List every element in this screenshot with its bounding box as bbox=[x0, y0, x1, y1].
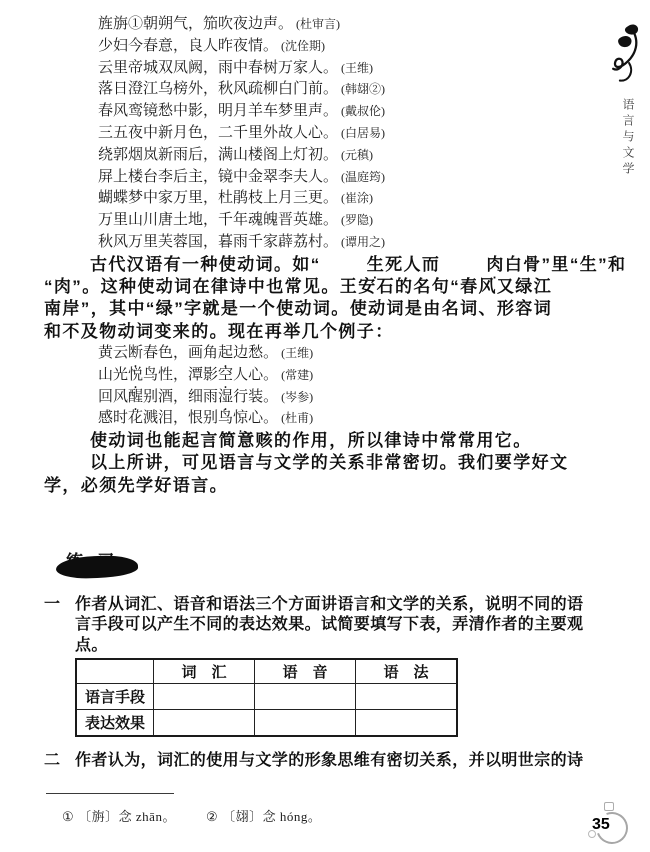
emphasized-char: 悦 bbox=[128, 366, 144, 383]
emphasized-char: 溅 bbox=[143, 410, 159, 427]
emphasized-char: 起 bbox=[218, 344, 234, 361]
paragraph-line bbox=[44, 298, 582, 320]
table-corner-cell bbox=[76, 659, 154, 684]
paragraph-line: 学，必须先学好语言。 bbox=[44, 475, 228, 495]
poem-author: (王维) bbox=[281, 345, 314, 360]
exercises-header bbox=[56, 547, 146, 581]
poem-text: 万里山川唐土地，千年魂魄晋英雄。 bbox=[98, 212, 339, 229]
poem-author: (戴叔伦) bbox=[341, 104, 386, 119]
exercise-two-number: 二 bbox=[44, 751, 61, 769]
paragraph-conciseness bbox=[44, 430, 582, 452]
table-row-label: 语言手段 bbox=[76, 683, 154, 709]
quoted-couplets-block bbox=[44, 14, 582, 254]
poem-text bbox=[98, 389, 278, 405]
emphasized-char: 生 bbox=[366, 254, 386, 274]
poem-author: (元稹) bbox=[341, 147, 374, 162]
exercise-line: 作者认为，词汇的使用与文学的形象思维有密切关系，并以明世宗的诗 bbox=[75, 751, 584, 769]
exercise-two bbox=[44, 751, 582, 771]
poem-author: (罗隐) bbox=[341, 213, 374, 228]
poem-line bbox=[98, 79, 582, 101]
text-run: 古代汉语有一种使动词。如“ bbox=[90, 254, 321, 274]
poem-author: (杜甫) bbox=[281, 411, 314, 426]
table-row bbox=[76, 709, 457, 736]
causative-examples-block bbox=[44, 343, 582, 430]
poem-author: (沈佺期) bbox=[281, 38, 326, 53]
poem-author: (杜审言) bbox=[296, 17, 341, 31]
paragraph-line: 以上所讲，可见语言与文学的关系非常密切。我们要学好文 bbox=[90, 453, 569, 473]
poem-text: 云里帝城双凤阙，雨中春树万家人。 bbox=[98, 59, 339, 76]
text-run: 泪，恨别鸟 bbox=[158, 410, 234, 427]
table-header-row bbox=[76, 659, 457, 684]
poem-text: 落日澄江乌榜外，秋风疏柳白门前。 bbox=[98, 81, 339, 98]
poem-text bbox=[98, 367, 278, 383]
poem-line bbox=[98, 101, 582, 123]
text-run: 死人而 bbox=[385, 254, 441, 274]
poem-text bbox=[98, 410, 278, 426]
table-empty-cell bbox=[356, 709, 458, 736]
exercise-one-text bbox=[75, 595, 583, 656]
poem-text: 蝴蝶梦中家万里，杜鹃枝上月三更。 bbox=[98, 190, 339, 207]
text-run: 边愁。 bbox=[233, 344, 279, 361]
poem-text: 绕郭烟岚新雨后，满山楼阁上灯初。 bbox=[98, 146, 339, 163]
poem-author: (岑参) bbox=[281, 389, 314, 404]
poem-author: (王维) bbox=[341, 60, 374, 75]
text-run: 回风 bbox=[98, 388, 129, 405]
poem-line bbox=[98, 14, 582, 36]
text-run: 感时花 bbox=[98, 410, 144, 427]
table-empty-cell bbox=[255, 683, 356, 709]
footnote-marker: ① bbox=[62, 809, 75, 825]
table-row-label: 表达效果 bbox=[76, 709, 154, 736]
page-number: 35 bbox=[592, 816, 610, 833]
footnote-text: 〔旃〕念 zhān。 bbox=[78, 809, 176, 825]
text-run: 鸟性，潭影 bbox=[143, 366, 219, 383]
poem-text: 旌旃①朝朔气，笳吹夜边声。 bbox=[98, 16, 294, 32]
text-run: “肉”。这种使动词在律诗中也常见。王安石的名句“春风又绿江 bbox=[44, 277, 553, 297]
footnote-text: 〔翃〕念 hóng。 bbox=[222, 809, 322, 825]
table-empty-cell bbox=[356, 683, 458, 709]
emphasized-char: 空 bbox=[218, 366, 234, 383]
emphasized-char: 醒 bbox=[128, 388, 144, 405]
table-header-cell: 语 音 bbox=[255, 659, 356, 684]
exercise-line: 点。 bbox=[75, 636, 108, 654]
footnote bbox=[62, 809, 176, 824]
poem-author: (韩翃②) bbox=[341, 82, 386, 97]
paragraph-line: 使动词也能起言简意赅的作用，所以律诗中常常用它。 bbox=[90, 431, 532, 451]
paragraph-line bbox=[44, 276, 582, 298]
exercise-one bbox=[44, 595, 582, 656]
footnotes bbox=[44, 806, 582, 825]
poem-line bbox=[98, 408, 582, 430]
margin-chapter-title: 语言与文学 bbox=[621, 98, 635, 178]
poem-line bbox=[98, 188, 582, 210]
poem-author: (常建) bbox=[281, 367, 314, 382]
poem-text: 三五夜中新月色，二千里外故人心。 bbox=[98, 124, 339, 141]
emphasized-char: 断 bbox=[128, 344, 144, 361]
table-empty-cell bbox=[154, 683, 255, 709]
poem-line bbox=[98, 210, 582, 232]
poem-text: 春风鸾镜愁中影，明月羊车梦里声。 bbox=[98, 103, 339, 120]
exercise-two-text bbox=[75, 751, 583, 771]
poem-line bbox=[98, 387, 582, 409]
poem-author: (白居易) bbox=[341, 125, 386, 140]
poem-line bbox=[98, 145, 582, 167]
text-run: 春色，画角 bbox=[143, 344, 219, 361]
text-run: 南岸”，其中“绿”字就是一个使动词。使动词是由名词、形容词 bbox=[44, 299, 553, 319]
paragraph-line bbox=[44, 254, 627, 276]
poem-line bbox=[98, 58, 582, 80]
poem-line bbox=[98, 123, 582, 145]
emphasized-char: 湿 bbox=[218, 388, 234, 405]
footnote-marker: ② bbox=[205, 809, 219, 825]
table-row bbox=[76, 683, 457, 709]
emphasized-char: 惊 bbox=[233, 410, 249, 427]
fill-in-table bbox=[75, 658, 458, 737]
paragraph-line bbox=[44, 321, 582, 343]
poem-author: (温庭筠) bbox=[341, 169, 386, 184]
text-run: 别酒，细雨 bbox=[143, 388, 219, 405]
calligraphy-flourish-icon bbox=[608, 22, 642, 96]
poem-line bbox=[98, 365, 582, 387]
text-run: 心。 bbox=[248, 410, 279, 427]
page-number-area bbox=[586, 810, 636, 848]
footnote-divider bbox=[46, 793, 174, 794]
poem-text bbox=[98, 345, 278, 361]
poem-line bbox=[98, 343, 582, 365]
paragraph-causative-verbs bbox=[44, 254, 627, 343]
text-run: 人心。 bbox=[233, 366, 279, 383]
poem-line bbox=[98, 36, 582, 58]
poem-author: (崔涂) bbox=[341, 191, 374, 206]
footnote bbox=[206, 809, 321, 824]
poem-line bbox=[98, 167, 582, 189]
emphasized-char: 肉 bbox=[486, 254, 505, 274]
page-stamp-mark-icon bbox=[604, 802, 614, 811]
exercise-line: 作者从词汇、语音和语法三个方面讲语言和文学的关系，说明不同的语 bbox=[75, 596, 584, 614]
text-run: 白骨”里“生”和 bbox=[504, 254, 627, 274]
exercise-one-number: 一 bbox=[44, 596, 61, 614]
poem-text: 少妇今春意，良人昨夜情。 bbox=[98, 37, 279, 54]
text-run: 和不及物动词变来的。现在再举几个例子： bbox=[44, 321, 394, 341]
poem-text: 秋风万里芙蓉国，暮雨千家薜荔村。 bbox=[98, 233, 339, 250]
text-run: 行装。 bbox=[233, 388, 279, 405]
table-empty-cell bbox=[154, 709, 255, 736]
poem-line bbox=[98, 232, 582, 254]
exercise-line: 言手段可以产生不同的表达效果。试简要填写下表，弄清作者的主要观 bbox=[75, 616, 584, 634]
poem-author: (谭用之) bbox=[341, 234, 386, 249]
poem-text: 屏上楼台李后主，镜中金翠李夫人。 bbox=[98, 168, 339, 185]
table-header-cell: 词 汇 bbox=[154, 659, 255, 684]
paragraph-conclusion bbox=[44, 452, 582, 497]
text-run: 山光 bbox=[98, 366, 129, 383]
table-empty-cell bbox=[255, 709, 356, 736]
text-run: 黄云 bbox=[98, 344, 129, 361]
table-header-cell: 语 法 bbox=[356, 659, 458, 684]
